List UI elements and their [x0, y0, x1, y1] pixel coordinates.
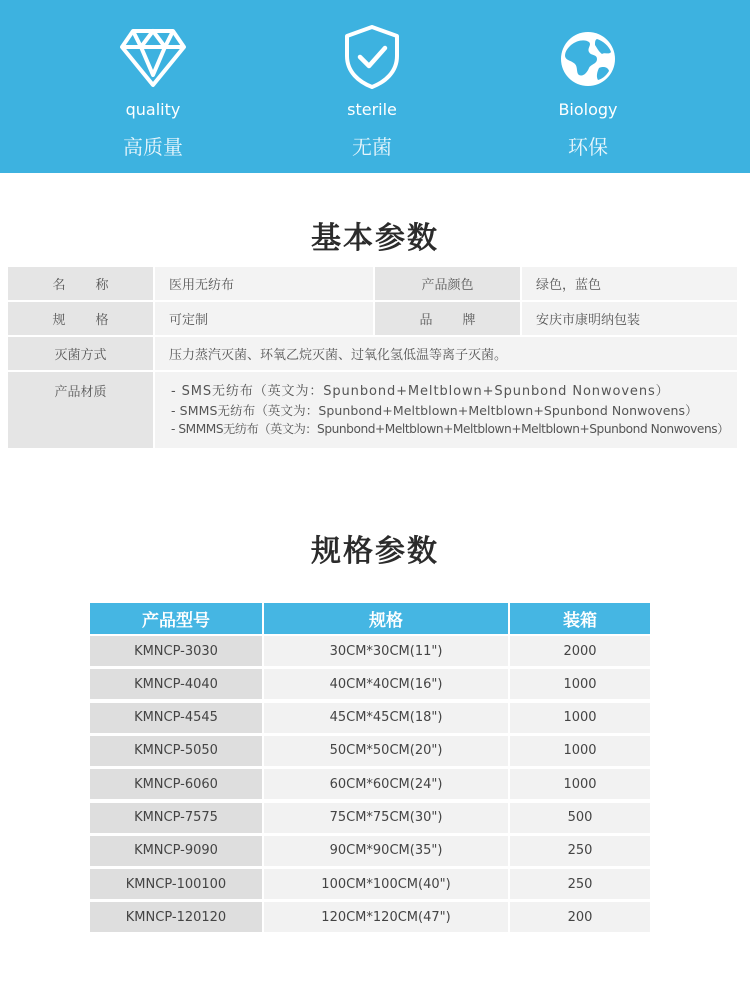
globe-icon	[559, 30, 617, 92]
size-cell: 50CM*50CM(20")	[264, 736, 508, 766]
model-cell: KMNCP-120120	[90, 902, 262, 932]
table-row	[8, 337, 737, 370]
material-label: 产品材质	[8, 372, 153, 448]
packing-cell: 2000	[510, 636, 650, 666]
feature-cn-label: 环保	[568, 135, 608, 159]
feature-en-label: Biology	[558, 100, 618, 119]
feature-cn-label: 无菌	[352, 135, 392, 159]
model-cell: KMNCP-5050	[90, 736, 262, 766]
packing-cell: 250	[510, 869, 650, 899]
table-row	[90, 703, 650, 733]
model-cell: KMNCP-7575	[90, 803, 262, 833]
name-label: 名称	[8, 267, 153, 300]
table-row	[8, 372, 737, 448]
material-item: - SMS无纺布（英文为：Spunbond+Meltblown+Spunbond Nonwovens）	[171, 383, 670, 399]
model-cell: KMNCP-6060	[90, 769, 262, 799]
size-cell: 30CM*30CM(11")	[264, 636, 508, 666]
model-cell: KMNCP-3030	[90, 636, 262, 666]
brand-label: 品牌	[375, 302, 520, 335]
size-cell: 120CM*120CM(47")	[264, 902, 508, 932]
table-row	[8, 302, 737, 335]
packing-cell: 1000	[510, 736, 650, 766]
size-cell: 40CM*40CM(16")	[264, 669, 508, 699]
feature-en-label: quality	[125, 100, 181, 119]
size-cell: 60CM*60CM(24")	[264, 769, 508, 799]
header-size: 规格	[264, 603, 508, 634]
feature-cn-label: 高质量	[123, 135, 183, 159]
table-row	[90, 902, 650, 932]
spec-params-title: 规格参数	[311, 534, 439, 569]
size-cell: 90CM*90CM(35")	[264, 836, 508, 866]
size-cell: 100CM*100CM(40")	[264, 869, 508, 899]
packing-cell: 1000	[510, 769, 650, 799]
packing-cell: 250	[510, 836, 650, 866]
material-item: - SMMS无纺布（英文为：Spunbond+Meltblown+Meltblown+Spunbond Nonwovens）	[171, 402, 698, 418]
table-row	[90, 769, 650, 799]
packing-cell: 1000	[510, 669, 650, 699]
table-row	[8, 267, 737, 300]
packing-cell: 1000	[510, 703, 650, 733]
color-label: 产品颜色	[375, 267, 520, 300]
name-value: 医用无纺布	[155, 267, 373, 300]
header-packing: 装箱	[510, 603, 650, 634]
table-row	[90, 669, 650, 699]
packing-cell: 500	[510, 803, 650, 833]
material-item: - SMMMS无纺布（英文为：Spunbond+Meltblown+Meltblown+Meltblown+Spunbond Nonwovens）	[171, 421, 729, 436]
table-row	[90, 803, 650, 833]
packing-cell: 200	[510, 902, 650, 932]
spec-label: 规格	[8, 302, 153, 335]
model-cell: KMNCP-9090	[90, 836, 262, 866]
feature-banner	[0, 0, 750, 173]
diamond-icon	[119, 27, 187, 93]
header-model: 产品型号	[90, 603, 262, 634]
sterilize-label: 灭菌方式	[8, 337, 153, 370]
brand-value: 安庆市康明纳包装	[522, 302, 737, 335]
color-value: 绿色，蓝色	[522, 267, 737, 300]
sterilize-value: 压力蒸汽灭菌、环氧乙烷灭菌、过氧化氢低温等离子灭菌。	[155, 337, 737, 370]
size-cell: 75CM*75CM(30")	[264, 803, 508, 833]
feature-en-label: sterile	[347, 100, 397, 119]
shield-check-icon	[343, 24, 401, 94]
material-values	[155, 372, 737, 448]
model-cell: KMNCP-4040	[90, 669, 262, 699]
basic-params-title: 基本参数	[311, 221, 439, 256]
table-row	[90, 836, 650, 866]
model-cell: KMNCP-4545	[90, 703, 262, 733]
model-cell: KMNCP-100100	[90, 869, 262, 899]
table-row	[90, 869, 650, 899]
size-cell: 45CM*45CM(18")	[264, 703, 508, 733]
table-row	[90, 736, 650, 766]
spec-value: 可定制	[155, 302, 373, 335]
table-header	[90, 603, 650, 634]
table-row	[90, 636, 650, 666]
